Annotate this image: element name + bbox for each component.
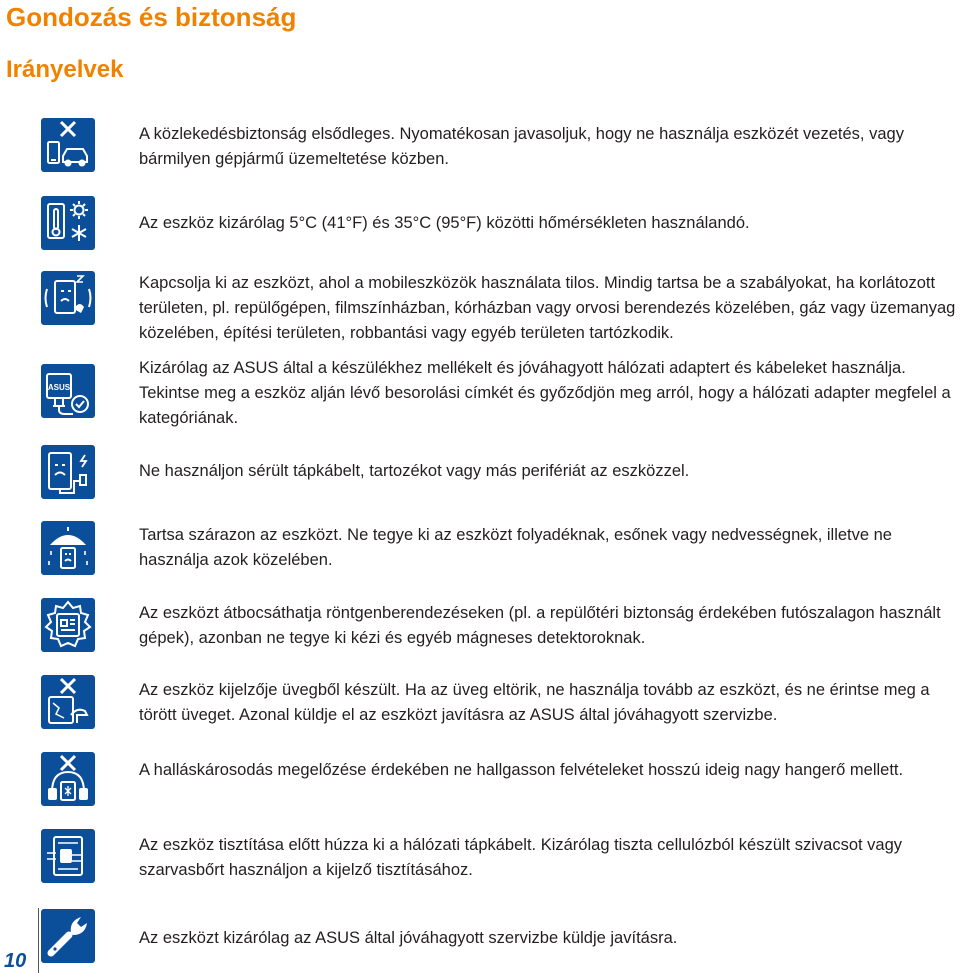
safety-item-broken-glass xyxy=(139,678,957,728)
temperature-icon xyxy=(41,196,95,250)
page-number: 10 xyxy=(4,950,27,972)
damaged-cable-icon xyxy=(41,445,95,499)
cleaning-icon xyxy=(41,829,95,883)
page-title: Gondozás és biztonság xyxy=(6,2,297,32)
page-divider xyxy=(38,908,39,973)
safety-item-keep-dry xyxy=(139,523,957,573)
no-driving-icon xyxy=(41,118,95,172)
safety-item-damaged-cable xyxy=(139,459,957,484)
safety-item-text: Az eszköz kijelzője üvegből készült. Ha az üveg eltörik, ne használja tovább az eszközt, és ne érintse meg a törött üveget. Azonal küldje el az eszközt javításra az ASUS által jóváhagyott szervizbe. xyxy=(139,681,930,724)
broken-glass-icon xyxy=(41,675,95,729)
switch-off-restricted-area-icon xyxy=(41,271,95,325)
section-title: Irányelvek xyxy=(6,56,124,83)
safety-item-service xyxy=(139,926,957,951)
safety-item-adapter xyxy=(139,356,957,431)
safety-item-cleaning xyxy=(139,833,957,883)
keep-dry-icon xyxy=(41,521,95,575)
safety-item-text: A halláskárosodás megelőzése érdekében ne hallgasson felvételeket hosszú ideig nagy hangerő mellett. xyxy=(139,761,904,779)
safety-item-text: Ne használjon sérült tápkábelt, tartozékot vagy más perifériát az eszközzel. xyxy=(139,462,690,480)
safety-item-text: Kizárólag az ASUS által a készülékhez mellékelt és jóváhagyott hálózati adaptert és kábeleket használja. Tekintse meg a eszköz alján lévő besorolási címkét és győződjön meg arról, hogy a hálózati adapter megfelel a kategóriának. xyxy=(139,359,951,427)
hearing-protection-icon xyxy=(41,752,95,806)
safety-item-text: Az eszközt átbocsáthatja röntgenberendezéseken (pl. a repülőtéri biztonság érdekében futószalagon használt gépek), azonban ne tegye ki kézi és egyéb mágneses detektoroknak. xyxy=(139,604,941,647)
safety-item-text: Kapcsolja ki az eszközt, ahol a mobileszközök használata tilos. Mindig tartsa be a szabályokat, ha korlátozott területen, pl. repülőgépen, filmszínházban, kórházban vagy orvosi berendezés közelében, gáz vagy üzemanyag közelében, építési területen, robbantási vagy egyéb területen tartózkodik. xyxy=(139,274,956,342)
safety-item-temperature xyxy=(139,211,957,236)
asus-adapter-icon xyxy=(41,364,95,418)
safety-item-hearing xyxy=(139,758,957,783)
safety-item-text: Tartsa szárazon az eszközt. Ne tegye ki az eszközt folyadéknak, esőnek vagy nedvességnek, illetve ne használja azok közelében. xyxy=(139,526,892,569)
x-ray-icon xyxy=(41,598,95,652)
safety-item-text: Az eszköz tisztítása előtt húzza ki a hálózati tápkábelt. Kizárólag tiszta cellulózból készült szivacsot vagy szarvasbőrt használjon a kijelző tisztításához. xyxy=(139,836,903,879)
asus-service-icon xyxy=(41,909,95,963)
safety-item-text: Az eszközt kizárólag az ASUS által jóváhagyott szervizbe küldje javításra. xyxy=(139,929,678,947)
safety-item-text: Az eszköz kizárólag 5°C (41°F) és 35°C (95°F) közötti hőmérsékleten használandó. xyxy=(139,214,750,232)
safety-item-driving xyxy=(139,122,957,172)
safety-item-text: A közlekedésbiztonság elsődleges. Nyomatékosan javasoljuk, hogy ne használja eszközét vezetés, vagy bármilyen gépjármű üzemeltetése közben. xyxy=(139,125,904,168)
safety-item-x-ray xyxy=(139,601,957,651)
asus-logo-text: ASUS xyxy=(47,383,71,392)
safety-item-restricted-areas xyxy=(139,271,957,346)
